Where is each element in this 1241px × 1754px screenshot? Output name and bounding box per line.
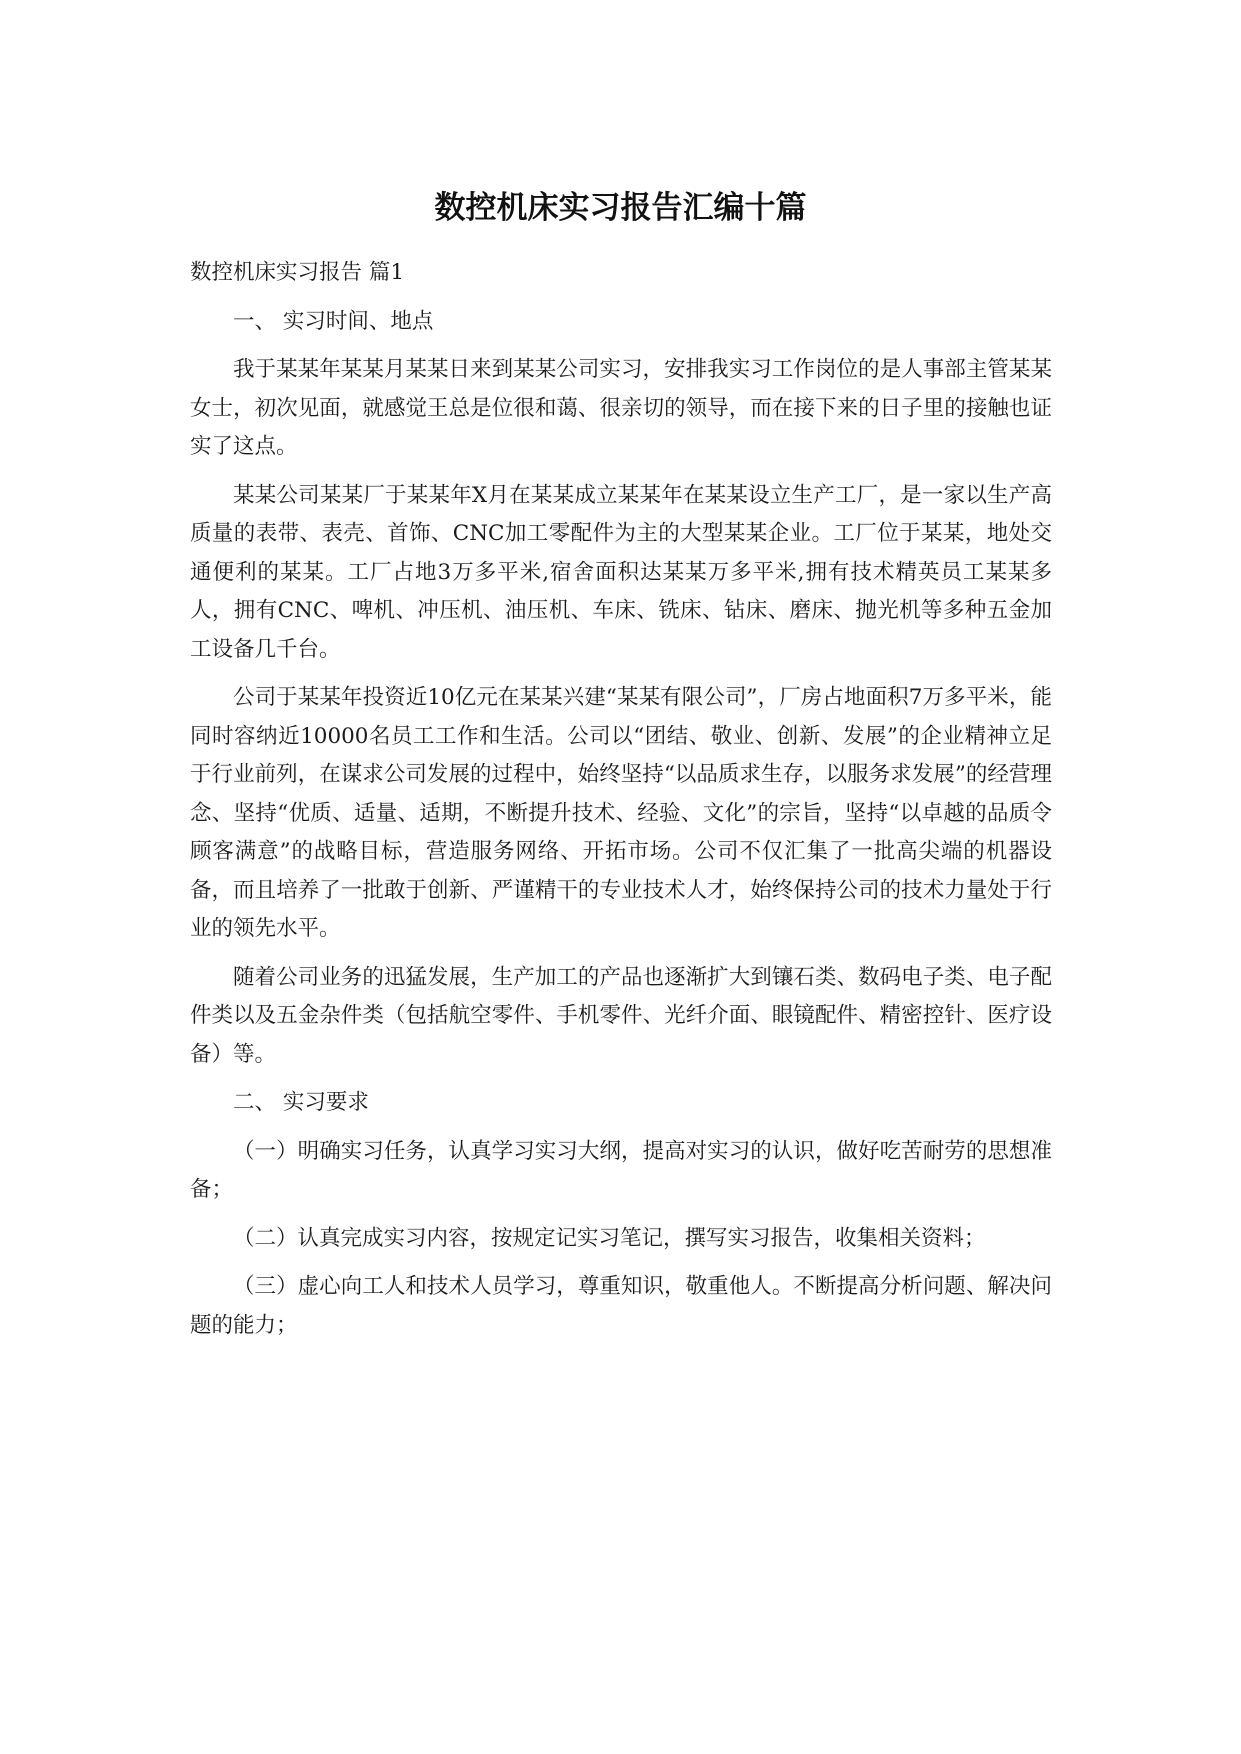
paragraph-company-overview: 某某公司某某厂于某某年X月在某某成立某某年在某某设立生产工厂，是一家以生产高质量的表带、表壳、首饰、CNC加工零配件为主的大型某某企业。工厂位于某某，地处交通便利的某某。工厂占地3万多平米,宿舍面积达某某万多平米,拥有技术精英员工某某多人，拥有CNC、啤机、冲压机、油压机、车床、铣床、钻床、磨床、抛光机等多种五金加工设备几千台。 bbox=[190, 482, 1052, 662]
requirement-item: （一）明确实习任务，认真学习实习大纲，提高对实习的认识，做好吃苦耐劳的思想准备； bbox=[190, 1138, 1052, 1202]
document-body bbox=[190, 254, 1052, 1355]
requirement-item: （二）认真完成实习内容，按规定记实习笔记，撰写实习报告，收集相关资料； bbox=[233, 1225, 986, 1251]
document-title: 数控机床实习报告汇编十篇 bbox=[434, 190, 807, 226]
paragraph-business-expansion: 随着公司业务的迅猛发展，生产加工的产品也逐渐扩大到镶石类、数码电子类、电子配件类以及五金杂件类（包括航空零件、手机零件、光纤介面、眼镜配件、精密控针、医疗设备）等。 bbox=[190, 964, 1052, 1067]
section-heading-time-location: 一、 实习时间、地点 bbox=[233, 308, 434, 334]
paragraph-intro: 我于某某年某某月某某日来到某某公司实习，安排我实习工作岗位的是人事部主管某某女士，初次见面，就感觉王总是位很和蔼、很亲切的领导，而在接下来的日子里的接触也证实了这点。 bbox=[190, 357, 1052, 459]
paragraph-company-investment: 公司于某某年投资近10亿元在某某兴建“某某有限公司”，厂房占地面积7万多平米，能同时容纳近10000名员工工作和生活。公司以“团结、敬业、创新、发展”的企业精神立足于行业前列，在谋求公司发展的过程中，始终坚持“以品质求生存，以服务求发展”的经营理念、坚持“优质、适量、适期，不断提升技术、经验、文化”的宗旨，坚持“以卓越的品质令顾客满意”的战略目标，营造服务网络、开拓市场。公司不仅汇集了一批高尖端的机器设备，而且培养了一批敢于创新、严谨精干的专业技术人才，始终保持公司的技术力量处于行业的领先水平。 bbox=[190, 685, 1052, 941]
report-subtitle: 数控机床实习报告 篇1 bbox=[190, 260, 405, 285]
section-heading-requirements: 二、 实习要求 bbox=[233, 1090, 369, 1115]
requirement-item: （三）虚心向工人和技术人员学习，尊重知识，敬重他人。不断提高分析问题、解决问题的能力； bbox=[190, 1274, 1052, 1338]
